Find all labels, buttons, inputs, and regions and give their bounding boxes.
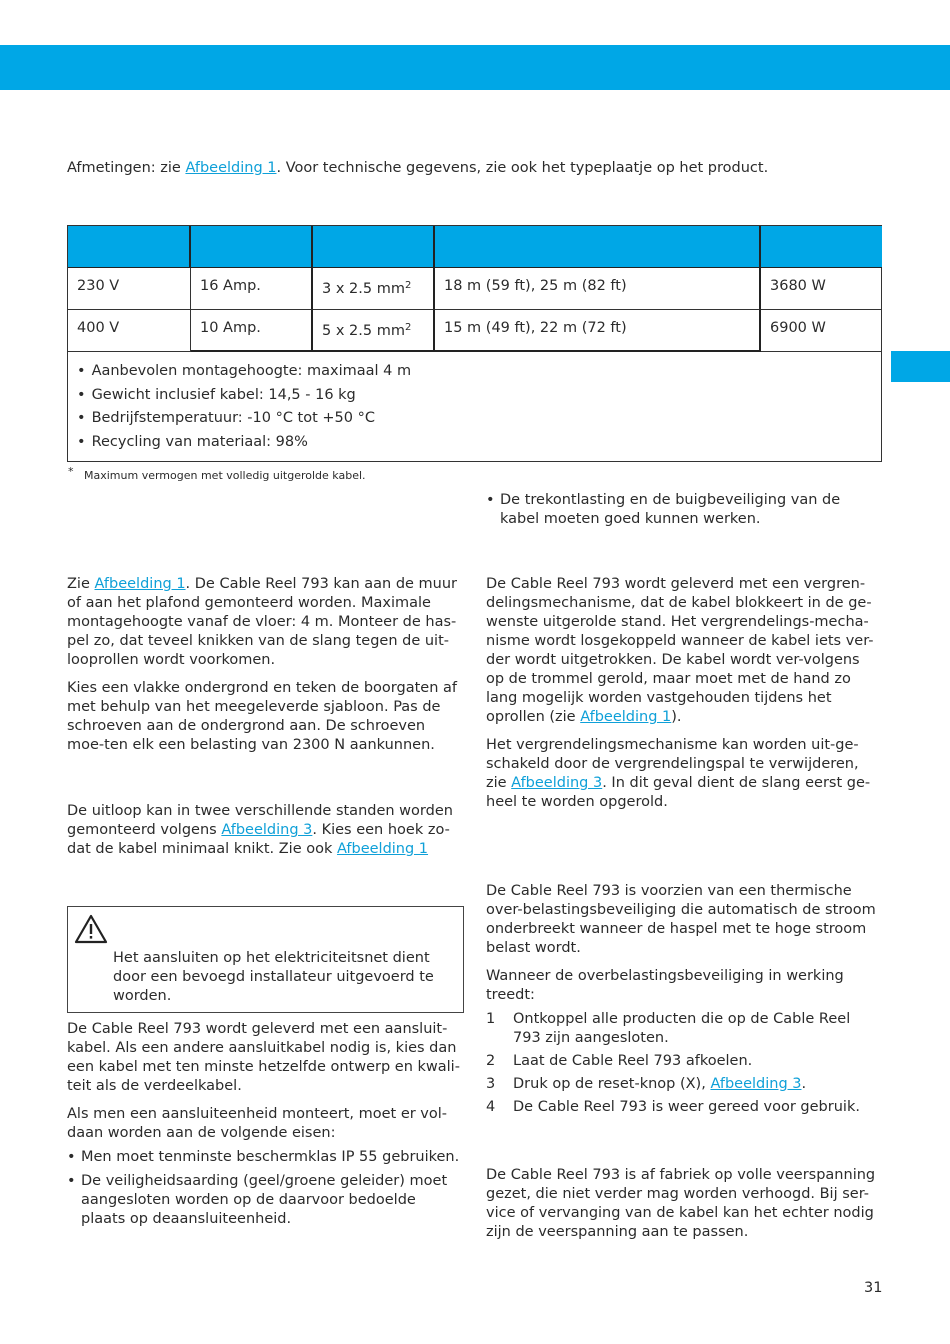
link-afbeelding-1[interactable]: Afbeelding 1 [185, 160, 277, 176]
footnote-marker: * [68, 465, 74, 478]
link-afbeelding-3[interactable]: Afbeelding 3 [221, 822, 313, 838]
step-text: Druk op de reset-knop (X), [513, 1076, 711, 1092]
right-column-spring [486, 1166, 882, 1251]
overload-steps [486, 1010, 882, 1117]
footnote-text: Maximum vermogen met volledig uitgerolde kabel. [84, 469, 366, 482]
text: . In dit geval dient de slang eerst ge-heel te worden opgerold. [486, 775, 871, 810]
right-column-lock [486, 575, 882, 821]
spec-bullet: • Recycling van materiaal: 98% [77, 431, 411, 455]
cable-exponent: 2 [404, 322, 412, 333]
link-afbeelding-1[interactable]: Afbeelding 1 [336, 841, 429, 857]
mounting-paragraph [67, 575, 463, 670]
intro-before: Afmetingen: zie [67, 160, 186, 176]
cell-cable [313, 268, 435, 310]
text: De Cable Reel 793 wordt geleverd met een vergren-delingsmechanisme, dat de kabel blokkeert in de ge-wenste uitgerolde stand. Het vergrendelings-mecha-nisme wordt losgekoppeld wanneer de kabel iets ver-der wordt uitgetrokken. De kabel wordt ver-volgens op de trommel gerold, maar moet met de hand zo lang mogelijk worden vastgehouden tijdens het oprollen (zie [486, 576, 874, 725]
header-bar [0, 45, 950, 90]
spec-bullets [77, 360, 411, 454]
overload-trigger-paragraph: Wanneer de overbelastingsbeveiliging in werking treedt: [486, 968, 844, 1003]
warning-icon [74, 913, 108, 945]
text: . De Cable Reel 793 kan aan de muur of aan het plafond gemonteerd worden. Maximale montagehoogte vanaf de vloer: 4 m. Monteer de has-pel zo, dat teveel knikken van de slang tegen de uit-looprollen wordt voorkomen. [67, 576, 458, 668]
text: Zie [67, 576, 95, 592]
cell-cable [313, 310, 435, 352]
cell-voltage: 400 V [68, 310, 191, 352]
step-item [486, 1075, 882, 1094]
text: . Kies een hoek zo-dat de kabel minimaal knikt. Zie ook [67, 822, 450, 857]
cell-length: 18 m (59 ft), 25 m (82 ft) [435, 268, 761, 310]
list-item: • De veiligheidsaarding (geel/groene geleider) moet aangesloten worden op de daarvoor bedoelde plaats op deaansluiteenheid. [67, 1172, 463, 1229]
step-text: . [801, 1076, 807, 1092]
cable-exponent: 2 [404, 280, 412, 291]
step-text: De Cable Reel 793 is weer gereed voor gebruik. [513, 1099, 860, 1115]
text: ). [671, 709, 682, 725]
step-number: 2 [486, 1053, 496, 1069]
section-tab [891, 351, 950, 382]
text: Het vergrendelingsmechanisme kan worden uit-ge-schakeld door de vergrendelingspal te verwijderen, zie [486, 737, 859, 791]
header-cell [761, 226, 882, 268]
outlet-paragraph [67, 802, 463, 859]
cell-current: 16 Amp. [191, 268, 313, 310]
link-afbeelding-1[interactable]: Afbeelding 1 [580, 709, 672, 725]
intro-after: . Voor technische gegevens, zie ook het typeplaatje op het product. [276, 160, 769, 176]
header-cell [313, 226, 435, 268]
spring-tension-paragraph: De Cable Reel 793 is af fabriek op volle veerspanning gezet, die niet verder mag worden verhoogd. Bij ser-vice of vervanging van de kabel kan het echter nodig zijn de veerspanning aan te passen. [486, 1167, 876, 1240]
left-column-top [67, 575, 463, 764]
step-number: 4 [486, 1099, 496, 1115]
intro-text [67, 159, 768, 178]
requirements-list [67, 1148, 463, 1229]
step-text: Ontkoppel alle producten die op de Cable Reel 793 zijn aangesloten. [513, 1011, 851, 1046]
requirements-paragraph: Als men een aansluiteenheid monteert, moet er vol-daan worden aan de volgende eisen: [67, 1106, 448, 1141]
right-column-top [486, 491, 882, 529]
page-number: 31 [864, 1280, 883, 1296]
link-afbeelding-1[interactable]: Afbeelding 1 [94, 576, 186, 592]
link-afbeelding-3[interactable]: Afbeelding 3 [511, 775, 603, 791]
header-cell [191, 226, 313, 268]
step-item [486, 1098, 882, 1117]
cell-power: 3680 W [761, 268, 882, 310]
header-cell [435, 226, 761, 268]
cable-value: 3 x 2.5 mm [322, 281, 405, 297]
step-item [486, 1052, 882, 1071]
step-number: 1 [486, 1011, 496, 1027]
right-column-overload [486, 882, 882, 1121]
link-afbeelding-3[interactable]: Afbeelding 3 [710, 1076, 802, 1092]
left-column-bottom [67, 1020, 463, 1229]
spec-bullet: • Aanbevolen montagehoogte: maximaal 4 m [77, 360, 411, 384]
cable-value: 5 x 2.5 mm [322, 323, 405, 339]
connection-cable-paragraph: De Cable Reel 793 wordt geleverd met een aansluit-kabel. Als een andere aansluitkabel nodig is, kies dan een kabel met ten minste hetzelfde ontwerp en kwali-teit als de verdeelkabel. [67, 1021, 460, 1094]
strain-relief-list [486, 491, 882, 529]
warning-text: Het aansluiten op het elektriciteitsnet dient door een bevoegd installateur uitgevoerd te worden. [113, 950, 434, 1004]
spec-bullet: • Gewicht inclusief kabel: 14,5 - 16 kg [77, 384, 411, 408]
drilling-paragraph: Kies een vlakke ondergrond en teken de boorgaten af met behulp van het meegeleverde sjabloon. Pas de schroeven aan de ondergrond aan. De schroeven moe-ten elk een belasting van 2300 N aankunnen. [67, 680, 457, 753]
step-text: Laat de Cable Reel 793 afkoelen. [513, 1053, 753, 1069]
lock-disable-paragraph [486, 736, 882, 812]
warning-box [67, 906, 464, 1013]
text: De uitloop kan in twee verschillende standen worden gemonteerd volgens [67, 803, 453, 838]
step-item [486, 1010, 882, 1048]
spec-table [67, 225, 882, 462]
cell-power: 6900 W [761, 310, 882, 352]
cell-voltage: 230 V [68, 268, 191, 310]
overload-paragraph: De Cable Reel 793 is voorzien van een thermische over-belastingsbeveiliging die automatisch de stroom onderbreekt wanneer de haspel met te hoge stroom belast wordt. [486, 883, 876, 956]
cell-length: 15 m (49 ft), 22 m (72 ft) [435, 310, 761, 352]
header-cell [68, 226, 191, 268]
left-column-outlet [67, 802, 463, 868]
lock-paragraph [486, 575, 882, 727]
step-number: 3 [486, 1076, 496, 1092]
spec-bullet: • Bedrijfstemperatuur: -10 °C tot +50 °C [77, 407, 411, 431]
cell-current: 10 Amp. [191, 310, 313, 352]
list-item: • Men moet tenminste beschermklas IP 55 gebruiken. [67, 1148, 463, 1167]
list-item: • De trekontlasting en de buigbeveiliging van de kabel moeten goed kunnen werken. [486, 491, 882, 529]
